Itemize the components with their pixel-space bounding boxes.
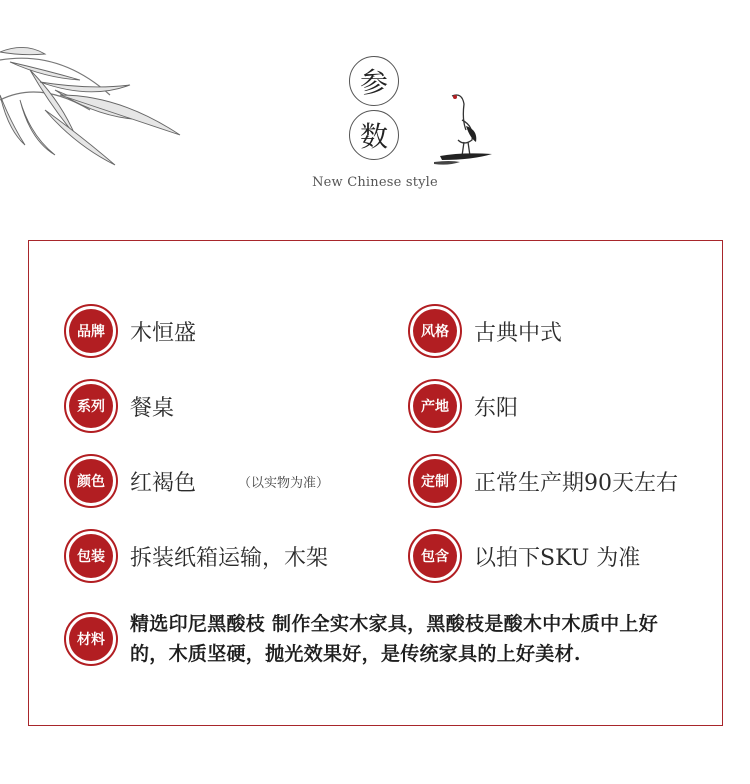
param-packaging [64, 529, 328, 583]
param-origin [408, 379, 518, 433]
seal-badge [408, 529, 462, 583]
seal-label: 产地 [413, 384, 457, 428]
param-value: 东阳 [474, 395, 519, 421]
param-value: 古典中式 [474, 320, 563, 346]
seal-label: 包含 [413, 534, 457, 578]
seal-badge [64, 304, 118, 358]
seal-badge [408, 379, 462, 433]
seal-label: 风格 [413, 309, 457, 353]
param-color [64, 454, 329, 508]
title-char-2: 数 [349, 110, 399, 160]
seal-badge [408, 304, 462, 358]
crane-ink-icon [432, 90, 500, 170]
seal-label: 定制 [413, 459, 457, 503]
seal-label: 包装 [69, 534, 113, 578]
param-custom [408, 454, 678, 508]
seal-badge [64, 379, 118, 433]
param-note: （以实物为准） [238, 475, 330, 491]
seal-badge [64, 454, 118, 508]
material-description: 精选印尼黑酸枝 制作全实木家具，黑酸枝是酸木中木质中上好的，木质坚硬，抛光效果好，是传统家具的上好美材. [130, 613, 659, 665]
param-brand [64, 304, 196, 358]
param-value: 红褐色 [130, 470, 197, 496]
param-includes [408, 529, 640, 583]
param-value: 木恒盛 [130, 320, 197, 346]
subtitle: New Chinese style [312, 175, 438, 190]
seal-label: 材料 [69, 617, 113, 661]
seal-label: 系列 [69, 384, 113, 428]
seal-label: 颜色 [69, 459, 113, 503]
seal-badge [64, 612, 118, 666]
seal-badge [408, 454, 462, 508]
param-value: 餐桌 [130, 395, 175, 421]
title-char-1: 参 [349, 56, 399, 106]
param-series [64, 379, 174, 433]
param-value: 以拍下SKU 为准 [474, 545, 641, 571]
seal-badge [64, 529, 118, 583]
title-block [0, 52, 750, 202]
param-value: 正常生产期90天左右 [474, 470, 678, 496]
param-value: 拆装纸箱运输，木架 [130, 545, 329, 571]
seal-label: 品牌 [69, 309, 113, 353]
param-style [408, 304, 562, 358]
